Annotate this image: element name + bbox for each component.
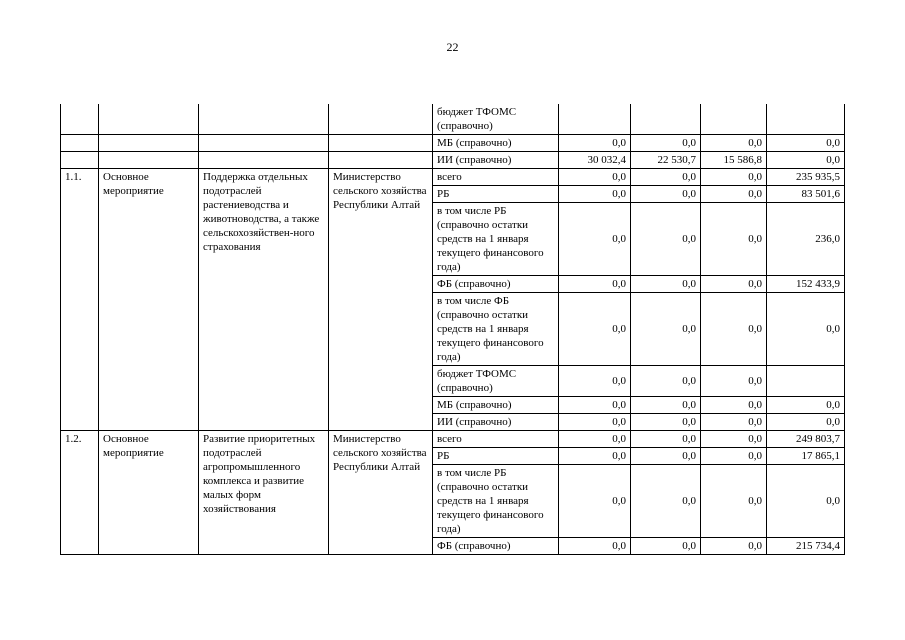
value-cell: 0,0 <box>631 276 701 293</box>
value-cell: 0,0 <box>631 448 701 465</box>
empty-cell <box>329 135 433 152</box>
source-cell: в том числе РБ (справочно остатки средств на 1 января текущего финансового года) <box>433 465 559 538</box>
value-cell: 0,0 <box>767 293 845 366</box>
source-cell: бюджет ТФОМС (справочно) <box>433 104 559 135</box>
value-cell: 0,0 <box>559 431 631 448</box>
value-cell: 235 935,5 <box>767 169 845 186</box>
value-cell: 0,0 <box>559 366 631 397</box>
table-row <box>61 431 845 448</box>
value-cell: 0,0 <box>559 414 631 431</box>
item-type: Основное мероприятие <box>99 431 199 555</box>
source-cell: в том числе РБ (справочно остатки средств на 1 января текущего финансового года) <box>433 203 559 276</box>
value-cell: 215 734,4 <box>767 538 845 555</box>
value-cell: 0,0 <box>631 366 701 397</box>
source-cell: бюджет ТФОМС (справочно) <box>433 366 559 397</box>
item-type: Основное мероприятие <box>99 169 199 431</box>
value-cell: 15 586,8 <box>701 152 767 169</box>
empty-cell <box>329 152 433 169</box>
source-cell: в том числе ФБ (справочно остатки средств на 1 января текущего финансового года) <box>433 293 559 366</box>
empty-cell <box>61 152 99 169</box>
value-cell: 0,0 <box>701 397 767 414</box>
value-cell: 0,0 <box>631 135 701 152</box>
value-cell: 0,0 <box>631 538 701 555</box>
empty-cell <box>199 104 329 135</box>
value-cell: 0,0 <box>631 414 701 431</box>
value-cell: 83 501,6 <box>767 186 845 203</box>
value-cell: 0,0 <box>701 366 767 397</box>
source-cell: ФБ (справочно) <box>433 538 559 555</box>
source-cell: МБ (справочно) <box>433 397 559 414</box>
value-cell: 0,0 <box>631 293 701 366</box>
budget-table <box>60 104 845 555</box>
page-number: 22 <box>446 40 459 54</box>
value-cell: 0,0 <box>701 169 767 186</box>
empty-cell <box>329 104 433 135</box>
value-cell: 0,0 <box>559 465 631 538</box>
value-cell: 0,0 <box>559 203 631 276</box>
empty-cell <box>61 104 99 135</box>
value-cell: 0,0 <box>701 448 767 465</box>
value-cell: 0,0 <box>701 186 767 203</box>
item-code: 1.2. <box>61 431 99 555</box>
item-name: Поддержка отдельных подотраслей растениеводства и животноводства, а также сельскохозяйствен-ного страхования <box>199 169 329 431</box>
item-code: 1.1. <box>61 169 99 431</box>
item-name: Развитие приоритетных подотраслей агропромышленного комплекса и развитие малых форм хозяйствования <box>199 431 329 555</box>
value-cell: 0,0 <box>767 397 845 414</box>
table-body <box>61 104 845 555</box>
value-cell: 0,0 <box>701 293 767 366</box>
value-cell: 30 032,4 <box>559 152 631 169</box>
value-cell: 249 803,7 <box>767 431 845 448</box>
value-cell: 0,0 <box>631 203 701 276</box>
empty-cell <box>61 135 99 152</box>
value-cell: 0,0 <box>631 397 701 414</box>
value-cell: 0,0 <box>631 169 701 186</box>
empty-cell <box>99 152 199 169</box>
value-cell: 0,0 <box>631 186 701 203</box>
value-cell: 0,0 <box>701 465 767 538</box>
value-cell <box>767 366 845 397</box>
value-cell: 152 433,9 <box>767 276 845 293</box>
value-cell: 0,0 <box>767 135 845 152</box>
value-cell: 0,0 <box>701 431 767 448</box>
value-cell: 0,0 <box>631 431 701 448</box>
empty-cell <box>99 135 199 152</box>
value-cell <box>767 104 845 135</box>
value-cell: 0,0 <box>701 135 767 152</box>
table-row <box>61 169 845 186</box>
source-cell: МБ (справочно) <box>433 135 559 152</box>
value-cell: 0,0 <box>701 538 767 555</box>
item-executor: Министерство сельского хозяйства Республики Алтай <box>329 169 433 431</box>
empty-cell <box>199 135 329 152</box>
item-executor: Министерство сельского хозяйства Республики Алтай <box>329 431 433 555</box>
value-cell: 0,0 <box>559 135 631 152</box>
source-cell: РБ <box>433 186 559 203</box>
value-cell: 0,0 <box>767 152 845 169</box>
value-cell: 0,0 <box>631 465 701 538</box>
value-cell <box>559 104 631 135</box>
source-cell: ИИ (справочно) <box>433 414 559 431</box>
empty-cell <box>99 104 199 135</box>
source-cell: ИИ (справочно) <box>433 152 559 169</box>
value-cell: 0,0 <box>559 538 631 555</box>
value-cell: 0,0 <box>559 397 631 414</box>
value-cell: 0,0 <box>701 276 767 293</box>
value-cell: 0,0 <box>701 203 767 276</box>
table-row <box>61 104 845 135</box>
value-cell: 22 530,7 <box>631 152 701 169</box>
value-cell <box>631 104 701 135</box>
empty-cell <box>199 152 329 169</box>
value-cell <box>701 104 767 135</box>
value-cell: 0,0 <box>701 414 767 431</box>
value-cell: 0,0 <box>559 448 631 465</box>
value-cell: 0,0 <box>559 293 631 366</box>
table-row <box>61 152 845 169</box>
value-cell: 17 865,1 <box>767 448 845 465</box>
value-cell: 0,0 <box>559 186 631 203</box>
value-cell: 0,0 <box>559 276 631 293</box>
value-cell: 236,0 <box>767 203 845 276</box>
source-cell: ФБ (справочно) <box>433 276 559 293</box>
source-cell: РБ <box>433 448 559 465</box>
value-cell: 0,0 <box>559 169 631 186</box>
source-cell: всего <box>433 169 559 186</box>
value-cell: 0,0 <box>767 465 845 538</box>
value-cell: 0,0 <box>767 414 845 431</box>
source-cell: всего <box>433 431 559 448</box>
table-row <box>61 135 845 152</box>
